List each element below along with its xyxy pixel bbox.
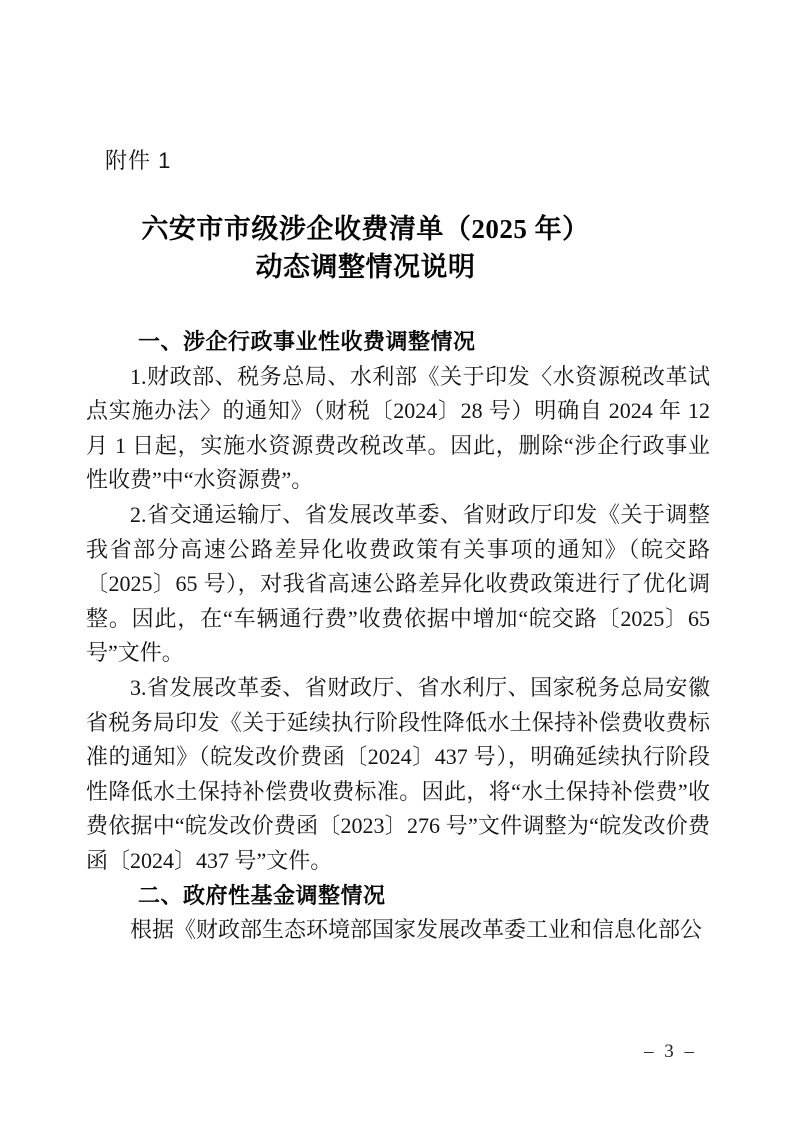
document-title-line2: 动态调整情况说明 [255,252,476,282]
section-1-paragraph-3: 3.省发展改革委、省财政厅、省水利厅、国家税务总局安徽省税务局印发《关于延续执行阶段性降低水土保持补偿费收费标准的通知》（皖发改价费函〔2024〕437 号），明确延续执行阶段性降低水土保持补偿费收费标准。因此，将“水土保持补偿费”收费依据中“皖发改价费函〔2023〕276 号”文件调整为“皖发改价费函〔2024〕437 号”文件。 [86,674,710,873]
document-body [86,325,710,948]
page-number: – 3 – [644,1041,697,1062]
document-title [86,210,645,286]
document-title-line1: 六安市市级涉企收费清单（2025 年） [141,214,590,244]
section-2-heading: 二、政府性基金调整情况 [138,882,386,908]
section-2-paragraph-1: 根据《财政部生态环境部国家发展改革委工业和信息化部公 [130,917,703,943]
section-1-heading: 一、涉企行政事业性收费调整情况 [138,329,476,354]
section-1-paragraph-1: 1.财政部、税务总局、水利部《关于印发〈水资源税改革试点实施办法〉的通知》（财税〔2024〕28 号）明确自 2024 年 12 月 1 日起，实施水资源费改税改革。因此，删除“涉企行政事业性收费”中“水资源费”。 [86,363,710,493]
attachment-label: 附件 1 [105,148,172,173]
section-1-paragraph-2: 2.省交通运输厅、省发展改革委、省财政厅印发《关于调整我省部分高速公路差异化收费政策有关事项的通知》（皖交路〔2025〕65 号），对我省高速公路差异化收费政策进行了优化调整。因此，在“车辆通行费”收费依据中增加“皖交路〔2025〕65 号”文件。 [86,501,710,666]
